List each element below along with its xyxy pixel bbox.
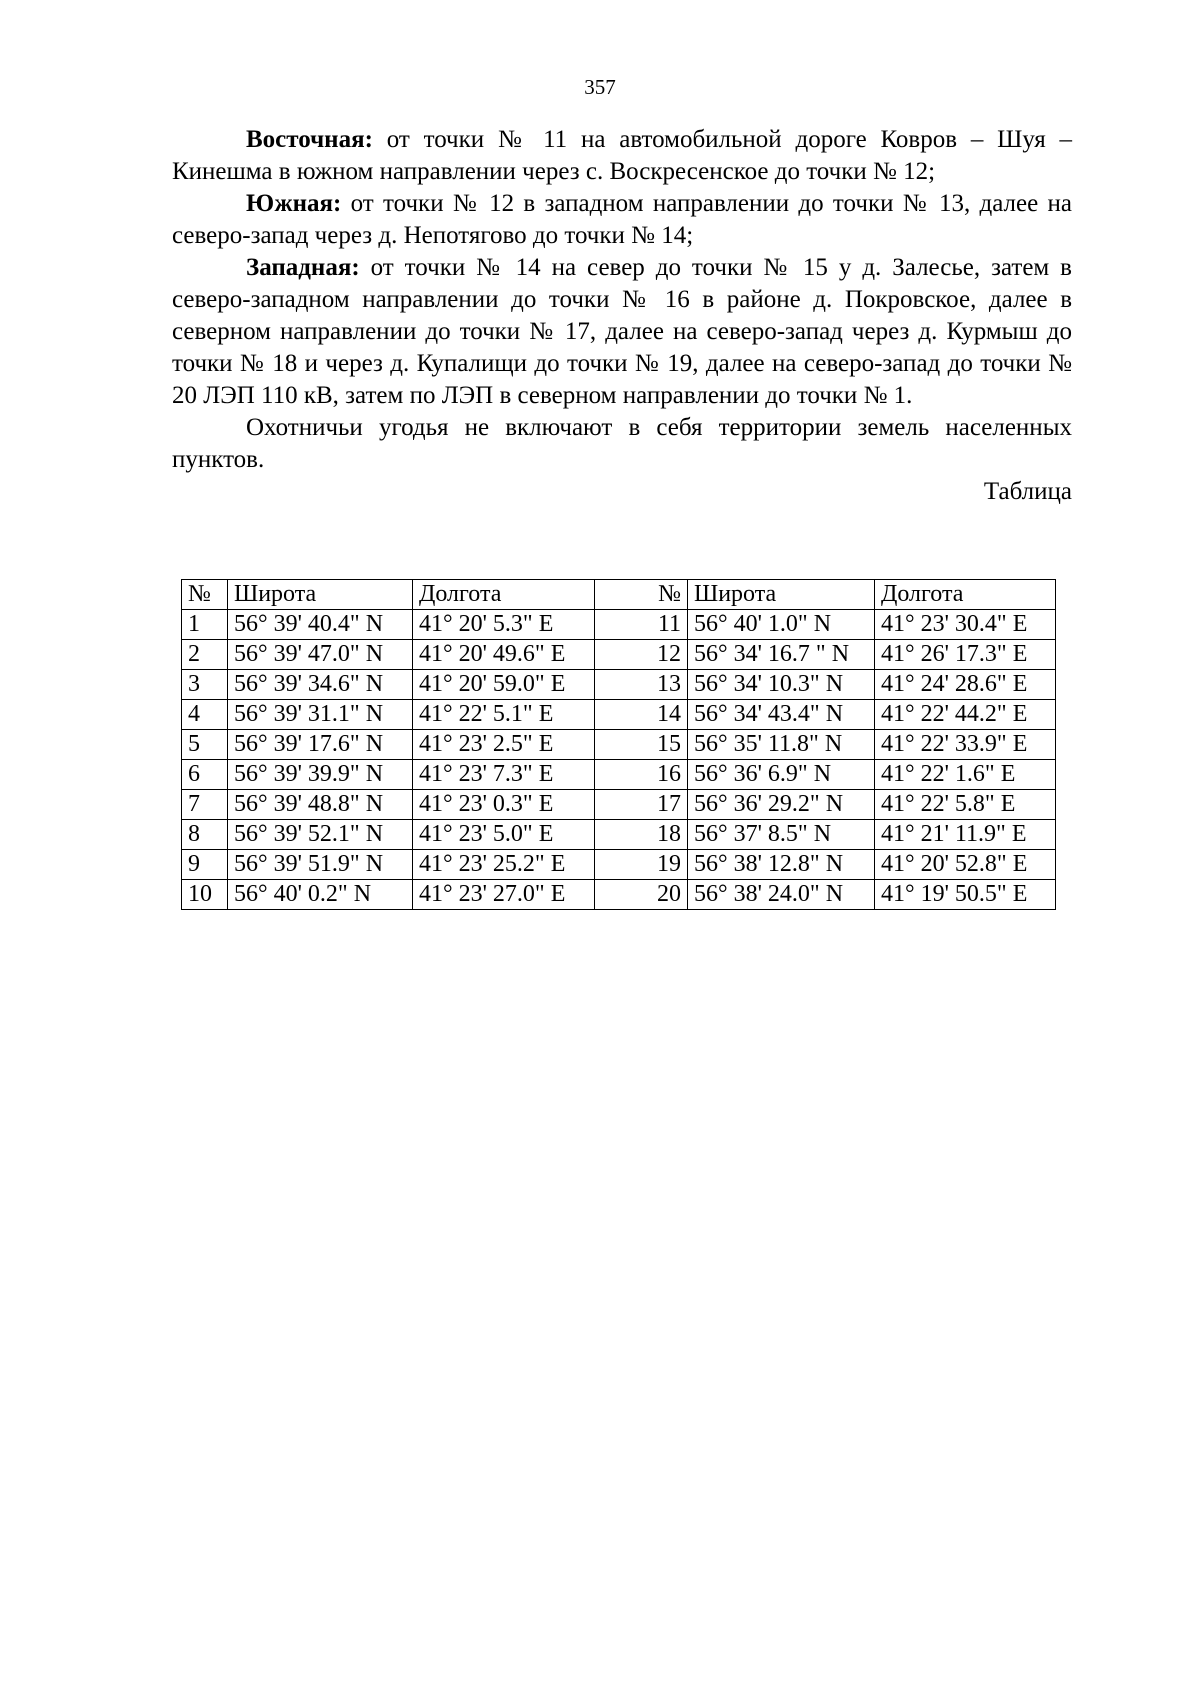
cell-longitude: 41° 26' 17.3" E [875,640,1056,670]
cell-latitude: 56° 40' 0.2" N [228,880,413,910]
cell-latitude: 56° 38' 12.8" N [688,850,875,880]
paragraph-text: от точки № 11 на автомобильной дороге Ковров – Шуя – Кинешма в южном направлении через с. Воскресенское до точки № 12; [172,126,1072,185]
cell-latitude: 56° 39' 40.4" N [228,610,413,640]
cell-number: 18 [595,820,688,850]
table-row [182,730,1056,760]
cell-longitude: 41° 19' 50.5" E [875,880,1056,910]
table-row [182,610,1056,640]
header-latitude: Широта [688,580,875,610]
paragraph-heading: Южная: [246,190,342,217]
cell-number: 11 [595,610,688,640]
cell-number: 8 [182,820,228,850]
table-row [182,850,1056,880]
cell-longitude: 41° 22' 1.6" E [875,760,1056,790]
header-longitude: Долгота [413,580,595,610]
table-row [182,790,1056,820]
table-row [182,670,1056,700]
cell-longitude: 41° 22' 33.9" E [875,730,1056,760]
cell-number: 13 [595,670,688,700]
cell-longitude: 41° 23' 2.5" E [413,730,595,760]
header-latitude: Широта [228,580,413,610]
paragraph-east-boundary [172,124,1072,188]
cell-latitude: 56° 40' 1.0" N [688,610,875,640]
paragraph-exclusion-note [172,412,1072,476]
cell-longitude: 41° 23' 5.0" E [413,820,595,850]
paragraph-text: от точки № 14 на север до точки № 15 у д. Залесье, затем в северо-западном направлении до точки № 16 в районе д. Покровское, далее в северном направлении до точки № 17, далее на северо-запад через д. Курмыш до точки № 18 и через д. Купалищи до точки № 19, далее на северо-запад до точки № 20 ЛЭП 110 кВ, затем по ЛЭП в северном направлении до точки № 1. [172,254,1072,409]
cell-latitude: 56° 39' 51.9" N [228,850,413,880]
table-caption: Таблица [983,478,1072,505]
cell-latitude: 56° 39' 52.1" N [228,820,413,850]
cell-longitude: 41° 24' 28.6" E [875,670,1056,700]
cell-latitude: 56° 38' 24.0" N [688,880,875,910]
paragraph-heading: Западная: [246,254,360,281]
header-number: № [182,580,228,610]
cell-latitude: 56° 37' 8.5" N [688,820,875,850]
cell-number: 10 [182,880,228,910]
paragraph-text: Охотничьи угодья не включают в себя территории земель населенных пунктов. [172,414,1072,473]
cell-latitude: 56° 34' 10.3" N [688,670,875,700]
cell-longitude: 41° 20' 49.6" E [413,640,595,670]
coordinates-table [181,579,1056,910]
cell-number: 4 [182,700,228,730]
cell-longitude: 41° 22' 5.1" E [413,700,595,730]
cell-longitude: 41° 23' 0.3" E [413,790,595,820]
cell-number: 6 [182,760,228,790]
cell-longitude: 41° 23' 30.4" E [875,610,1056,640]
paragraph-heading: Восточная: [246,126,373,153]
cell-number: 17 [595,790,688,820]
table-body [182,610,1056,910]
table-header-row [182,580,1056,610]
cell-number: 20 [595,880,688,910]
cell-number: 15 [595,730,688,760]
table-row [182,880,1056,910]
cell-longitude: 41° 22' 5.8" E [875,790,1056,820]
cell-latitude: 56° 39' 39.9" N [228,760,413,790]
cell-number: 14 [595,700,688,730]
table-row [182,820,1056,850]
cell-number: 2 [182,640,228,670]
cell-longitude: 41° 20' 52.8" E [875,850,1056,880]
cell-number: 19 [595,850,688,880]
cell-latitude: 56° 39' 34.6" N [228,670,413,700]
cell-latitude: 56° 39' 48.8" N [228,790,413,820]
cell-number: 9 [182,850,228,880]
table-row [182,760,1056,790]
cell-latitude: 56° 39' 47.0" N [228,640,413,670]
cell-number: 5 [182,730,228,760]
cell-longitude: 41° 22' 44.2" E [875,700,1056,730]
header-longitude: Долгота [875,580,1056,610]
cell-longitude: 41° 21' 11.9" E [875,820,1056,850]
cell-number: 1 [182,610,228,640]
cell-number: 16 [595,760,688,790]
cell-latitude: 56° 39' 31.1" N [228,700,413,730]
cell-latitude: 56° 34' 16.7 " N [688,640,875,670]
table-row [182,640,1056,670]
paragraph-text: от точки № 12 в западном направлении до точки № 13, далее на северо-запад через д. Непотягово до точки № 14; [172,190,1072,249]
table-row [182,700,1056,730]
paragraph-south-boundary [172,188,1072,252]
cell-number: 3 [182,670,228,700]
cell-number: 7 [182,790,228,820]
page-number: 357 [584,75,616,99]
cell-longitude: 41° 20' 5.3" E [413,610,595,640]
header-number: № [595,580,688,610]
cell-longitude: 41° 20' 59.0" E [413,670,595,700]
cell-longitude: 41° 23' 7.3" E [413,760,595,790]
document-body [172,124,1072,508]
cell-latitude: 56° 36' 6.9" N [688,760,875,790]
cell-latitude: 56° 34' 43.4" N [688,700,875,730]
cell-number: 12 [595,640,688,670]
cell-longitude: 41° 23' 25.2" E [413,850,595,880]
cell-latitude: 56° 35' 11.8" N [688,730,875,760]
cell-longitude: 41° 23' 27.0" E [413,880,595,910]
cell-latitude: 56° 36' 29.2" N [688,790,875,820]
paragraph-west-boundary [172,252,1072,412]
cell-latitude: 56° 39' 17.6" N [228,730,413,760]
